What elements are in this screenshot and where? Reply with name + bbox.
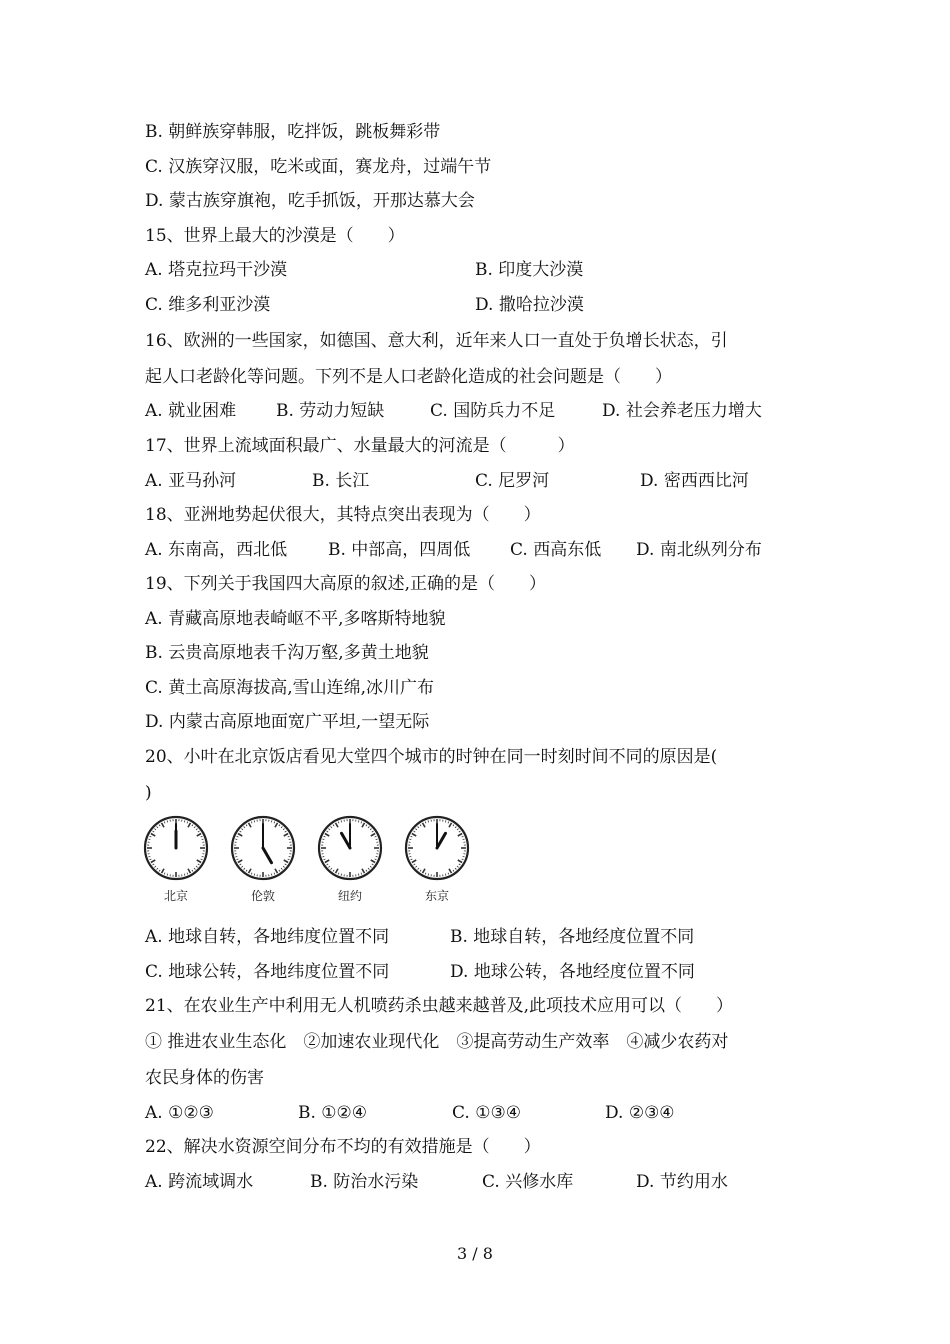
clock-label: 伦敦: [250, 889, 276, 903]
q21-option-c: C. ①③④: [452, 1103, 521, 1123]
q21-option-b: B. ①②④: [298, 1103, 368, 1123]
q20-stem-2: ): [145, 783, 152, 803]
q19-option-d: D. 内蒙古高原地面宽广平坦,一望无际: [145, 712, 430, 732]
clock-label: 北京: [163, 889, 189, 903]
q22-stem: 22、解决水资源空间分布不均的有效措施是（ ）: [145, 1137, 541, 1157]
q20-stem-1: 20、小叶在北京饭店看见大堂四个城市的时钟在同一时刻时间不同的原因是(: [145, 747, 718, 767]
q16-stem-1: 16、欧洲的一些国家，如德国、意大利，近年来人口一直处于负增长状态，引: [145, 331, 728, 351]
q20-option-c: C. 地球公转，各地纬度位置不同: [145, 962, 390, 982]
q18-option-a: A. 东南高，西北低: [145, 540, 288, 560]
q15-option-a: A. 塔克拉玛干沙漠: [145, 260, 288, 280]
q21-option-d: D. ②③④: [605, 1103, 675, 1123]
q21-option-a: A. ①②③: [145, 1103, 214, 1123]
q18-stem: 18、亚洲地势起伏很大，其特点突出表现为（ ）: [145, 505, 541, 525]
page-number: 3 / 8: [457, 1244, 493, 1263]
clock-0: [145, 817, 207, 903]
q19-option-a: A. 青藏高原地表崎岖不平,多喀斯特地貌: [145, 609, 446, 629]
q18-option-c: C. 西高东低: [510, 540, 602, 560]
q15-option-b: B. 印度大沙漠: [475, 260, 584, 280]
q21-items-2: 农民身体的伤害: [145, 1068, 264, 1088]
q17-option-b: B. 长江: [312, 471, 370, 491]
q20-option-b: B. 地球自转，各地经度位置不同: [450, 927, 695, 947]
q17-option-d: D. 密西西比河: [640, 471, 749, 491]
clock-1: [232, 817, 294, 903]
q17-option-c: C. 尼罗河: [475, 471, 550, 491]
q20-option-d: D. 地球公转，各地经度位置不同: [450, 962, 695, 982]
clocks-figure: [140, 812, 480, 908]
clock-2: [319, 817, 381, 903]
line-option-d-mongol: D. 蒙古族穿旗袍，吃手抓饭，开那达慕大会: [145, 191, 475, 211]
q22-option-d: D. 节约用水: [636, 1172, 728, 1192]
q19-option-b: B. 云贵高原地表千沟万壑,多黄土地貌: [145, 643, 429, 663]
q18-option-b: B. 中部高，四周低: [328, 540, 471, 560]
line-option-b-korean: B. 朝鲜族穿韩服，吃拌饭，跳板舞彩带: [145, 122, 441, 142]
q16-option-a: A. 就业困难: [145, 401, 237, 421]
q16-option-d: D. 社会养老压力增大: [602, 401, 762, 421]
clock-label: 纽约: [337, 889, 363, 903]
q15-option-d: D. 撒哈拉沙漠: [475, 295, 584, 315]
clock-3: [406, 817, 468, 903]
q22-option-b: B. 防治水污染: [310, 1172, 419, 1192]
q16-option-c: C. 国防兵力不足: [430, 401, 556, 421]
q20-option-a: A. 地球自转，各地纬度位置不同: [145, 927, 390, 947]
q21-stem: 21、在农业生产中利用无人机喷药杀虫越来越普及,此项技术应用可以（ ）: [145, 996, 734, 1016]
q18-option-d: D. 南北纵列分布: [636, 540, 762, 560]
q19-stem: 19、下列关于我国四大高原的叙述,正确的是（ ）: [145, 574, 547, 594]
q19-option-c: C. 黄土高原海拔高,雪山连绵,冰川广布: [145, 678, 435, 698]
q21-items-1: ① 推进农业生态化 ②加速农业现代化 ③提高劳动生产效率 ④减少农药对: [145, 1032, 729, 1052]
q15-stem: 15、世界上最大的沙漠是（ ）: [145, 226, 405, 246]
q17-stem: 17、世界上流域面积最广、水量最大的河流是（ ）: [145, 436, 575, 456]
q17-option-a: A. 亚马孙河: [145, 471, 237, 491]
q16-stem-2: 起人口老龄化等问题。下列不是人口老龄化造成的社会问题是（ ）: [145, 367, 672, 387]
q15-option-c: C. 维多利亚沙漠: [145, 295, 271, 315]
line-option-c-han: C. 汉族穿汉服，吃米或面，赛龙舟，过端午节: [145, 157, 492, 177]
q22-option-a: A. 跨流域调水: [145, 1172, 254, 1192]
clock-label: 东京: [424, 889, 450, 903]
q16-option-b: B. 劳动力短缺: [276, 401, 385, 421]
q22-option-c: C. 兴修水库: [482, 1172, 574, 1192]
